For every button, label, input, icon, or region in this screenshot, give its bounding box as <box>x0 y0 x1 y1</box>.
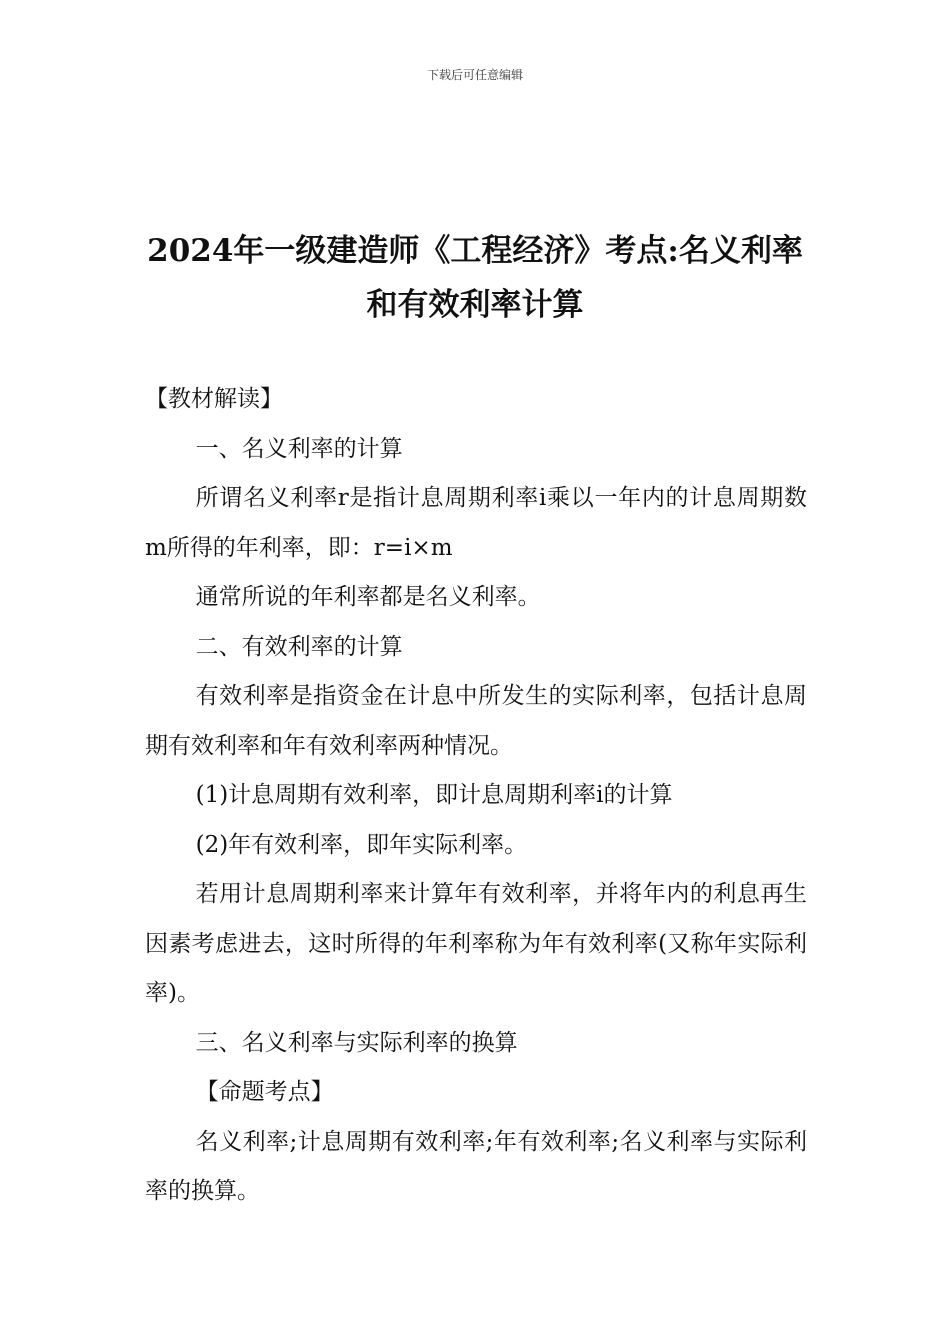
paragraph-heading-3: 三、名义利率与实际利率的换算 <box>195 1029 518 1056</box>
paragraph-nominal-rate-definition: 所谓名义利率r是指计息周期利率i乘以一年内的计息周期数m所得的年利率，即：r=i×m <box>145 485 807 561</box>
paragraph-item-1: (1)计息周期有效利率，即计息周期利率i的计算 <box>195 782 673 808</box>
paragraph-annual-effective-rate: 若用计息周期利率来计算年有效利率，并将年内的利息再生因素考虑进去，这时所得的年利率称为年有效利率(又称年实际利率)。 <box>145 881 807 1006</box>
paragraph-exam-points: 名义利率;计息周期有效利率;年有效利率;名义利率与实际利率的换算。 <box>145 1128 807 1204</box>
paragraph-section-label: 【教材解读】 <box>145 386 283 412</box>
paragraph-effective-rate-definition: 有效利率是指资金在计息中所发生的实际利率，包括计息周期有效利率和年有效利率两种情况。 <box>145 683 807 759</box>
header-note: 下载后可任意编辑 <box>426 68 523 82</box>
paragraph-nominal-rate-note: 通常所说的年利率都是名义利率。 <box>195 584 541 610</box>
document-body <box>145 375 807 1217</box>
document-title: 2024年一级建造师《工程经济》考点:名义利率和有效利率计算 <box>147 233 803 323</box>
paragraph-heading-2: 二、有效利率的计算 <box>195 633 403 660</box>
paragraph-heading-1: 一、名义利率的计算 <box>195 435 403 462</box>
paragraph-exam-points-label: 【命题考点】 <box>195 1079 334 1105</box>
paragraph-item-2: (2)年有效利率，即年实际利率。 <box>195 831 528 858</box>
